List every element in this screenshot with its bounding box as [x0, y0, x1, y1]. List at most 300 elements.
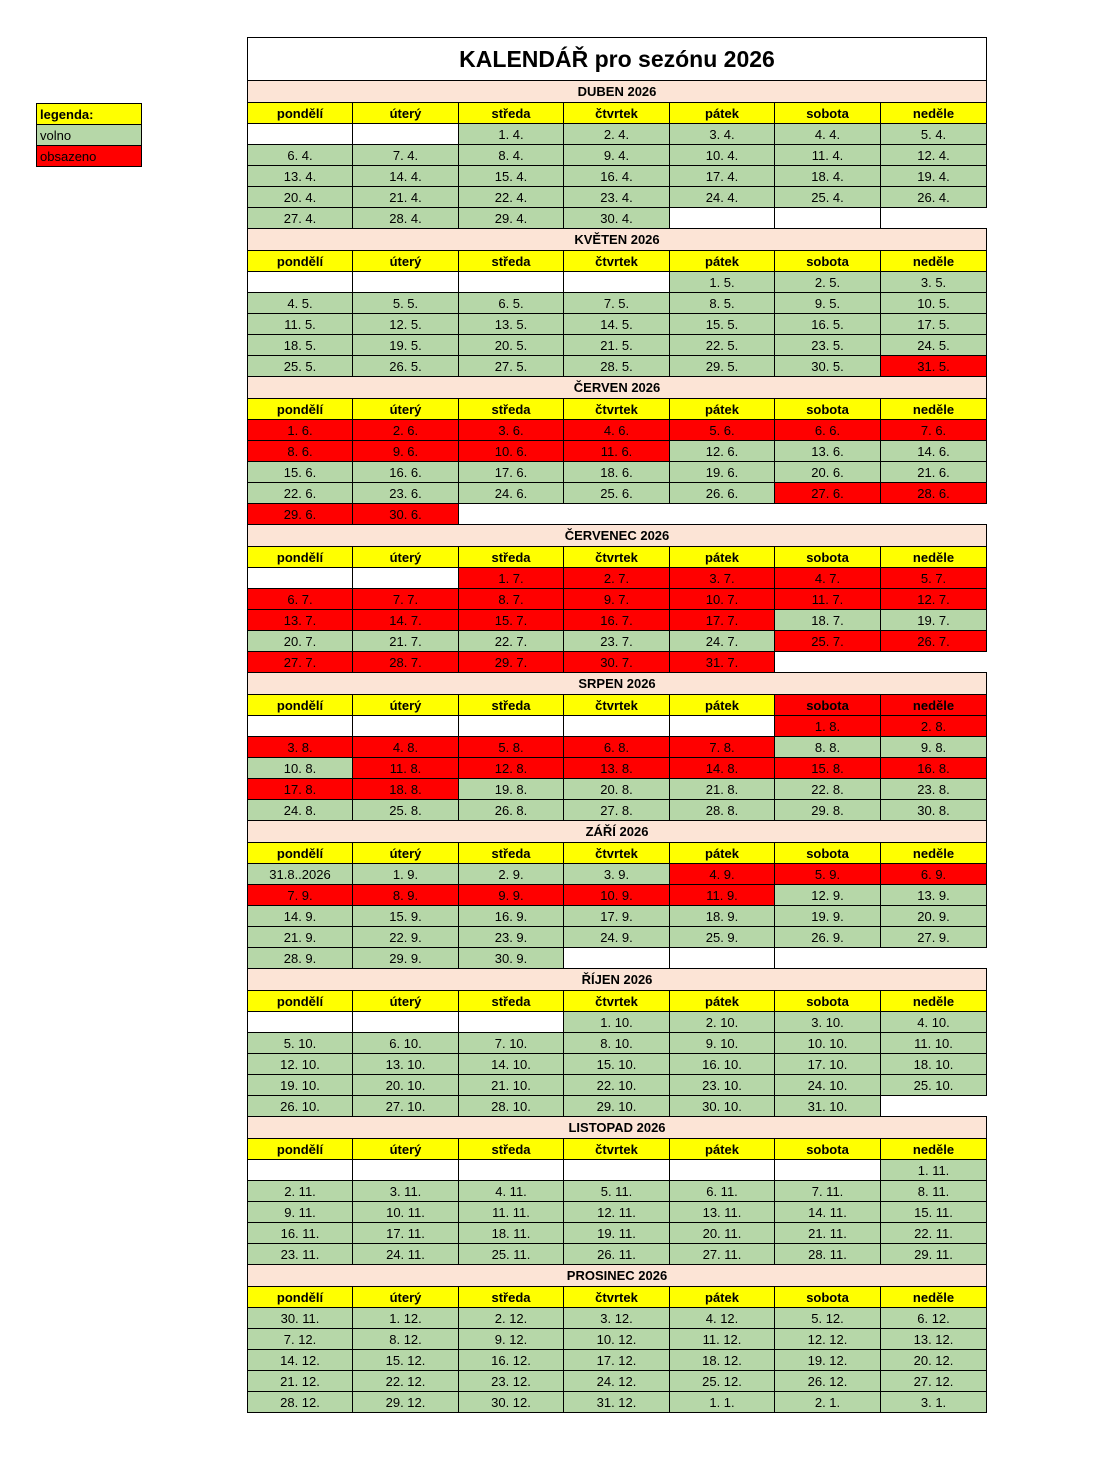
day-cell-free: 19. 9.: [775, 906, 881, 927]
legend-occupied: obsazeno: [37, 146, 142, 167]
weekday-header: středa: [459, 991, 564, 1012]
day-cell-free: 7. 11.: [775, 1181, 881, 1202]
weekday-header: pátek: [670, 695, 775, 716]
day-cell-free: 20. 4.: [248, 187, 353, 208]
day-cell-occupied: 9. 7.: [564, 589, 670, 610]
day-cell-occupied: 17. 7.: [670, 610, 775, 631]
empty-cell: [353, 568, 459, 589]
day-cell-free: 27. 9.: [881, 927, 987, 948]
day-cell-free: 16. 4.: [564, 166, 670, 187]
day-cell-free: 27. 8.: [564, 800, 670, 821]
day-cell-free: 18. 5.: [248, 335, 353, 356]
day-cell-free: 17. 10.: [775, 1054, 881, 1075]
day-cell-free: 23. 9.: [459, 927, 564, 948]
day-cell-free: 15. 11.: [881, 1202, 987, 1223]
week-row: [248, 800, 987, 821]
day-cell-free: 11. 10.: [881, 1033, 987, 1054]
week-row: [248, 272, 987, 293]
weekday-header: pátek: [670, 843, 775, 864]
week-row: [248, 1160, 987, 1181]
weekday-header: úterý: [353, 1287, 459, 1308]
day-cell-free: 30. 4.: [564, 208, 670, 229]
day-cell-free: 5. 10.: [248, 1033, 353, 1054]
day-cell-free: 17. 5.: [881, 314, 987, 335]
day-cell-free: 7. 10.: [459, 1033, 564, 1054]
day-cell-free: 1. 12.: [353, 1308, 459, 1329]
day-cell-free: 15. 5.: [670, 314, 775, 335]
day-cell-free: 29. 9.: [353, 948, 459, 969]
week-row: [248, 208, 987, 229]
weekday-header: pátek: [670, 251, 775, 272]
day-cell-free: 1. 11.: [881, 1160, 987, 1181]
weekday-header: sobota: [775, 547, 881, 568]
empty-cell: [248, 1160, 353, 1181]
day-cell-occupied: 12. 7.: [881, 589, 987, 610]
day-cell-free: 12. 6.: [670, 441, 775, 462]
day-cell-occupied: 13. 8.: [564, 758, 670, 779]
day-cell-free: 20. 9.: [881, 906, 987, 927]
day-cell-occupied: 26. 7.: [881, 631, 987, 652]
week-row: [248, 1350, 987, 1371]
week-row: [248, 1075, 987, 1096]
day-cell-free: 27. 5.: [459, 356, 564, 377]
day-cell-free: 22. 11.: [881, 1223, 987, 1244]
day-cell-free: 1. 9.: [353, 864, 459, 885]
day-cell-free: 4. 11.: [459, 1181, 564, 1202]
day-cell-free: 5. 5.: [353, 293, 459, 314]
day-cell-free: 6. 10.: [353, 1033, 459, 1054]
day-cell-free: 24. 12.: [564, 1371, 670, 1392]
day-cell-free: 12. 4.: [881, 145, 987, 166]
weekday-header: čtvrtek: [564, 399, 670, 420]
day-cell-free: 3. 1.: [881, 1392, 987, 1413]
day-cell-free: 2. 12.: [459, 1308, 564, 1329]
weekday-header: středa: [459, 547, 564, 568]
day-cell-free: 23. 5.: [775, 335, 881, 356]
day-cell-free: 11. 11.: [459, 1202, 564, 1223]
day-cell-occupied: 18. 8.: [353, 779, 459, 800]
week-row: [248, 293, 987, 314]
day-cell-occupied: 14. 7.: [353, 610, 459, 631]
day-cell-free: 6. 11.: [670, 1181, 775, 1202]
day-cell-free: 12. 9.: [775, 885, 881, 906]
day-cell-free: 18. 4.: [775, 166, 881, 187]
day-cell-free: 23. 4.: [564, 187, 670, 208]
day-cell-free: 17. 12.: [564, 1350, 670, 1371]
day-cell-free: 30. 10.: [670, 1096, 775, 1117]
weekday-header: pondělí: [248, 547, 353, 568]
day-cell-occupied: 16. 8.: [881, 758, 987, 779]
day-cell-free: 16. 12.: [459, 1350, 564, 1371]
blank-cell: [670, 504, 775, 525]
day-cell-free: 16. 10.: [670, 1054, 775, 1075]
day-cell-free: 10. 12.: [564, 1329, 670, 1350]
day-cell-occupied: 11. 7.: [775, 589, 881, 610]
day-cell-free: 14. 12.: [248, 1350, 353, 1371]
day-cell-free: 30. 11.: [248, 1308, 353, 1329]
week-row: [248, 356, 987, 377]
day-cell-occupied: 15. 8.: [775, 758, 881, 779]
day-cell-free: 12. 5.: [353, 314, 459, 335]
weekday-header: neděle: [881, 251, 987, 272]
day-cell-free: 25. 12.: [670, 1371, 775, 1392]
weekday-header: úterý: [353, 991, 459, 1012]
weekday-header: úterý: [353, 843, 459, 864]
day-cell-free: 26. 6.: [670, 483, 775, 504]
week-row: [248, 166, 987, 187]
day-cell-occupied: 2. 6.: [353, 420, 459, 441]
day-cell-occupied: 10. 7.: [670, 589, 775, 610]
day-cell-free: 21. 4.: [353, 187, 459, 208]
day-cell-free: 16. 9.: [459, 906, 564, 927]
day-cell-occupied: 28. 7.: [353, 652, 459, 673]
day-cell-free: 9. 5.: [775, 293, 881, 314]
day-cell-free: 24. 9.: [564, 927, 670, 948]
day-cell-free: 22. 5.: [670, 335, 775, 356]
day-cell-free: 20. 5.: [459, 335, 564, 356]
empty-cell: [248, 568, 353, 589]
empty-cell: [248, 716, 353, 737]
day-cell-occupied: 2. 8.: [881, 716, 987, 737]
day-cell-occupied: 7. 7.: [353, 589, 459, 610]
day-cell-free: 21. 9.: [248, 927, 353, 948]
month-header: LISTOPAD 2026: [248, 1117, 987, 1139]
week-row: [248, 568, 987, 589]
weekday-header: sobota: [775, 1139, 881, 1160]
weekday-header: neděle: [881, 1287, 987, 1308]
week-row: [248, 1012, 987, 1033]
weekday-header: neděle: [881, 843, 987, 864]
day-cell-free: 17. 4.: [670, 166, 775, 187]
day-cell-free: 12. 10.: [248, 1054, 353, 1075]
day-cell-free: 18. 9.: [670, 906, 775, 927]
day-cell-free: 3. 12.: [564, 1308, 670, 1329]
week-row: [248, 885, 987, 906]
week-row: [248, 504, 987, 525]
month-header: PROSINEC 2026: [248, 1265, 987, 1287]
empty-cell: [459, 1160, 564, 1181]
day-cell-occupied: 5. 6.: [670, 420, 775, 441]
empty-cell: [353, 716, 459, 737]
day-cell-free: 16. 11.: [248, 1223, 353, 1244]
day-cell-free: 10. 8.: [248, 758, 353, 779]
day-cell-free: 21. 5.: [564, 335, 670, 356]
weekday-header: pátek: [670, 1287, 775, 1308]
day-cell-free: 22. 6.: [248, 483, 353, 504]
day-cell-free: 6. 4.: [248, 145, 353, 166]
day-cell-free: 13. 11.: [670, 1202, 775, 1223]
day-cell-free: 5. 12.: [775, 1308, 881, 1329]
day-cell-free: 14. 11.: [775, 1202, 881, 1223]
weekday-header: úterý: [353, 1139, 459, 1160]
day-cell-free: 23. 7.: [564, 631, 670, 652]
day-cell-free: 20. 8.: [564, 779, 670, 800]
day-cell-free: 28. 8.: [670, 800, 775, 821]
day-cell-free: 31. 10.: [775, 1096, 881, 1117]
day-cell-free: 30. 9.: [459, 948, 564, 969]
day-cell-free: 2. 1.: [775, 1392, 881, 1413]
day-cell-occupied: 8. 9.: [353, 885, 459, 906]
day-cell-occupied: 25. 7.: [775, 631, 881, 652]
empty-cell: [248, 124, 353, 145]
day-cell-occupied: 29. 6.: [248, 504, 353, 525]
week-row: [248, 758, 987, 779]
day-cell-free: 8. 10.: [564, 1033, 670, 1054]
weekday-header: pátek: [670, 399, 775, 420]
weekday-header: sobota: [775, 991, 881, 1012]
weekday-header: čtvrtek: [564, 991, 670, 1012]
day-cell-free: 6. 12.: [881, 1308, 987, 1329]
day-cell-free: 16. 6.: [353, 462, 459, 483]
empty-cell: [459, 1012, 564, 1033]
day-cell-free: 7. 4.: [353, 145, 459, 166]
day-cell-free: 29. 5.: [670, 356, 775, 377]
day-cell-free: 26. 10.: [248, 1096, 353, 1117]
empty-cell: [775, 208, 881, 229]
day-cell-free: 17. 6.: [459, 462, 564, 483]
day-cell-free: 21. 12.: [248, 1371, 353, 1392]
day-cell-free: 25. 5.: [248, 356, 353, 377]
day-cell-free: 20. 7.: [248, 631, 353, 652]
day-cell-free: 8. 11.: [881, 1181, 987, 1202]
day-cell-free: 24. 7.: [670, 631, 775, 652]
week-row: [248, 779, 987, 800]
day-cell-free: 19. 11.: [564, 1223, 670, 1244]
weekday-header: sobota: [775, 103, 881, 124]
day-cell-occupied: 5. 9.: [775, 864, 881, 885]
week-row: [248, 187, 987, 208]
day-cell-occupied: 6. 6.: [775, 420, 881, 441]
week-row: [248, 314, 987, 335]
day-cell-free: 10. 4.: [670, 145, 775, 166]
day-cell-free: 21. 6.: [881, 462, 987, 483]
day-cell-free: 14. 5.: [564, 314, 670, 335]
day-cell-occupied: 3. 6.: [459, 420, 564, 441]
day-cell-occupied: 4. 9.: [670, 864, 775, 885]
day-cell-free: 29. 10.: [564, 1096, 670, 1117]
weekday-header: pondělí: [248, 251, 353, 272]
day-cell-free: 26. 12.: [775, 1371, 881, 1392]
blank-cell: [881, 1096, 987, 1117]
weekday-header: čtvrtek: [564, 251, 670, 272]
weekday-header: pondělí: [248, 695, 353, 716]
weekday-header: sobota: [775, 1287, 881, 1308]
day-cell-free: 30. 5.: [775, 356, 881, 377]
empty-cell: [775, 1160, 881, 1181]
day-cell-occupied: 27. 7.: [248, 652, 353, 673]
blank-cell: [881, 504, 987, 525]
day-cell-free: 26. 4.: [881, 187, 987, 208]
weekday-header: úterý: [353, 399, 459, 420]
day-cell-occupied: 17. 8.: [248, 779, 353, 800]
day-cell-occupied: 6. 9.: [881, 864, 987, 885]
day-cell-occupied: 4. 7.: [775, 568, 881, 589]
day-cell-free: 27. 4.: [248, 208, 353, 229]
week-row: [248, 589, 987, 610]
day-cell-free: 28. 10.: [459, 1096, 564, 1117]
day-cell-free: 25. 6.: [564, 483, 670, 504]
day-cell-free: 2. 5.: [775, 272, 881, 293]
week-row: [248, 716, 987, 737]
week-row: [248, 610, 987, 631]
day-cell-free: 4. 4.: [775, 124, 881, 145]
month-header: ŘÍJEN 2026: [248, 969, 987, 991]
day-cell-free: 6. 5.: [459, 293, 564, 314]
day-cell-free: 20. 11.: [670, 1223, 775, 1244]
day-cell-free: 22. 12.: [353, 1371, 459, 1392]
week-row: [248, 1054, 987, 1075]
blank-cell: [775, 948, 881, 969]
day-cell-free: 28. 12.: [248, 1392, 353, 1413]
weekday-header: sobota: [775, 399, 881, 420]
day-cell-free: 14. 6.: [881, 441, 987, 462]
day-cell-free: 20. 6.: [775, 462, 881, 483]
week-row: [248, 1096, 987, 1117]
empty-cell: [670, 208, 775, 229]
day-cell-free: 14. 10.: [459, 1054, 564, 1075]
day-cell-occupied: 11. 6.: [564, 441, 670, 462]
day-cell-free: 19. 7.: [881, 610, 987, 631]
day-cell-free: 22. 4.: [459, 187, 564, 208]
day-cell-free: 11. 12.: [670, 1329, 775, 1350]
day-cell-free: 25. 4.: [775, 187, 881, 208]
empty-cell: [353, 272, 459, 293]
weekday-header: středa: [459, 251, 564, 272]
weekday-header: čtvrtek: [564, 547, 670, 568]
day-cell-free: 9. 11.: [248, 1202, 353, 1223]
day-cell-free: 29. 12.: [353, 1392, 459, 1413]
day-cell-free: 28. 9.: [248, 948, 353, 969]
season-calendar: [247, 37, 987, 1413]
day-cell-free: 18. 6.: [564, 462, 670, 483]
day-cell-free: 22. 8.: [775, 779, 881, 800]
empty-cell: [564, 1160, 670, 1181]
week-row: [248, 145, 987, 166]
blank-cell: [881, 652, 987, 673]
day-cell-free: 24. 10.: [775, 1075, 881, 1096]
week-row: [248, 1223, 987, 1244]
day-cell-free: 31. 12.: [564, 1392, 670, 1413]
day-cell-free: 2. 11.: [248, 1181, 353, 1202]
day-cell-free: 19. 10.: [248, 1075, 353, 1096]
day-cell-free: 26. 11.: [564, 1244, 670, 1265]
day-cell-free: 14. 4.: [353, 166, 459, 187]
day-cell-free: 9. 12.: [459, 1329, 564, 1350]
day-cell-free: 20. 10.: [353, 1075, 459, 1096]
weekday-header: pondělí: [248, 103, 353, 124]
weekday-header: pondělí: [248, 1139, 353, 1160]
week-row: [248, 483, 987, 504]
day-cell-free: 22. 7.: [459, 631, 564, 652]
weekday-header: neděle: [881, 399, 987, 420]
day-cell-free: 30. 12.: [459, 1392, 564, 1413]
month-header: ZÁŘÍ 2026: [248, 821, 987, 843]
day-cell-free: 27. 10.: [353, 1096, 459, 1117]
day-cell-free: 21. 11.: [775, 1223, 881, 1244]
week-row: [248, 1244, 987, 1265]
day-cell-occupied: 27. 6.: [775, 483, 881, 504]
day-cell-free: 22. 10.: [564, 1075, 670, 1096]
empty-cell: [459, 272, 564, 293]
day-cell-occupied: 7. 9.: [248, 885, 353, 906]
day-cell-free: 3. 4.: [670, 124, 775, 145]
day-cell-free: 18. 7.: [775, 610, 881, 631]
weekday-header: pátek: [670, 103, 775, 124]
legend: [36, 103, 142, 167]
weekday-header: úterý: [353, 695, 459, 716]
blank-cell: [564, 504, 670, 525]
day-cell-free: 10. 5.: [881, 293, 987, 314]
day-cell-free: 2. 9.: [459, 864, 564, 885]
day-cell-free: 26. 5.: [353, 356, 459, 377]
empty-cell: [248, 1012, 353, 1033]
day-cell-occupied: 29. 7.: [459, 652, 564, 673]
day-cell-occupied: 9. 6.: [353, 441, 459, 462]
blank-cell: [775, 652, 881, 673]
empty-cell: [670, 948, 775, 969]
weekday-header: neděle: [881, 547, 987, 568]
day-cell-free: 17. 11.: [353, 1223, 459, 1244]
day-cell-free: 19. 5.: [353, 335, 459, 356]
weekday-header: pondělí: [248, 1287, 353, 1308]
day-cell-free: 8. 5.: [670, 293, 775, 314]
calendar-title: KALENDÁŘ pro sezónu 2026: [248, 38, 987, 81]
day-cell-occupied: 16. 7.: [564, 610, 670, 631]
empty-cell: [353, 1012, 459, 1033]
day-cell-occupied: 30. 7.: [564, 652, 670, 673]
week-row: [248, 1033, 987, 1054]
weekday-header: úterý: [353, 103, 459, 124]
day-cell-free: 27. 12.: [881, 1371, 987, 1392]
day-cell-free: 30. 8.: [881, 800, 987, 821]
week-row: [248, 1181, 987, 1202]
day-cell-free: 29. 11.: [881, 1244, 987, 1265]
week-row: [248, 948, 987, 969]
blank-cell: [881, 948, 987, 969]
day-cell-free: 27. 11.: [670, 1244, 775, 1265]
day-cell-free: 9. 10.: [670, 1033, 775, 1054]
month-header: ČERVEN 2026: [248, 377, 987, 399]
empty-cell: [670, 1160, 775, 1181]
week-row: [248, 1329, 987, 1350]
day-cell-free: 31.8..2026: [248, 864, 353, 885]
day-cell-free: 21. 7.: [353, 631, 459, 652]
empty-cell: [564, 716, 670, 737]
blank-cell: [775, 504, 881, 525]
day-cell-occupied: 8. 7.: [459, 589, 564, 610]
day-cell-free: 4. 12.: [670, 1308, 775, 1329]
month-header: ČERVENEC 2026: [248, 525, 987, 547]
week-row: [248, 652, 987, 673]
day-cell-occupied: 8. 6.: [248, 441, 353, 462]
empty-cell: [564, 272, 670, 293]
day-cell-free: 17. 9.: [564, 906, 670, 927]
weekday-header: sobota: [775, 843, 881, 864]
empty-cell: [670, 716, 775, 737]
weekday-header: pátek: [670, 991, 775, 1012]
day-cell-free: 23. 10.: [670, 1075, 775, 1096]
day-cell-free: 28. 11.: [775, 1244, 881, 1265]
day-cell-free: 12. 12.: [775, 1329, 881, 1350]
day-cell-free: 3. 10.: [775, 1012, 881, 1033]
day-cell-occupied: 7. 8.: [670, 737, 775, 758]
day-cell-free: 5. 11.: [564, 1181, 670, 1202]
day-cell-free: 9. 8.: [881, 737, 987, 758]
day-cell-occupied: 4. 6.: [564, 420, 670, 441]
day-cell-occupied: 14. 8.: [670, 758, 775, 779]
month-header: SRPEN 2026: [248, 673, 987, 695]
day-cell-occupied: 5. 7.: [881, 568, 987, 589]
